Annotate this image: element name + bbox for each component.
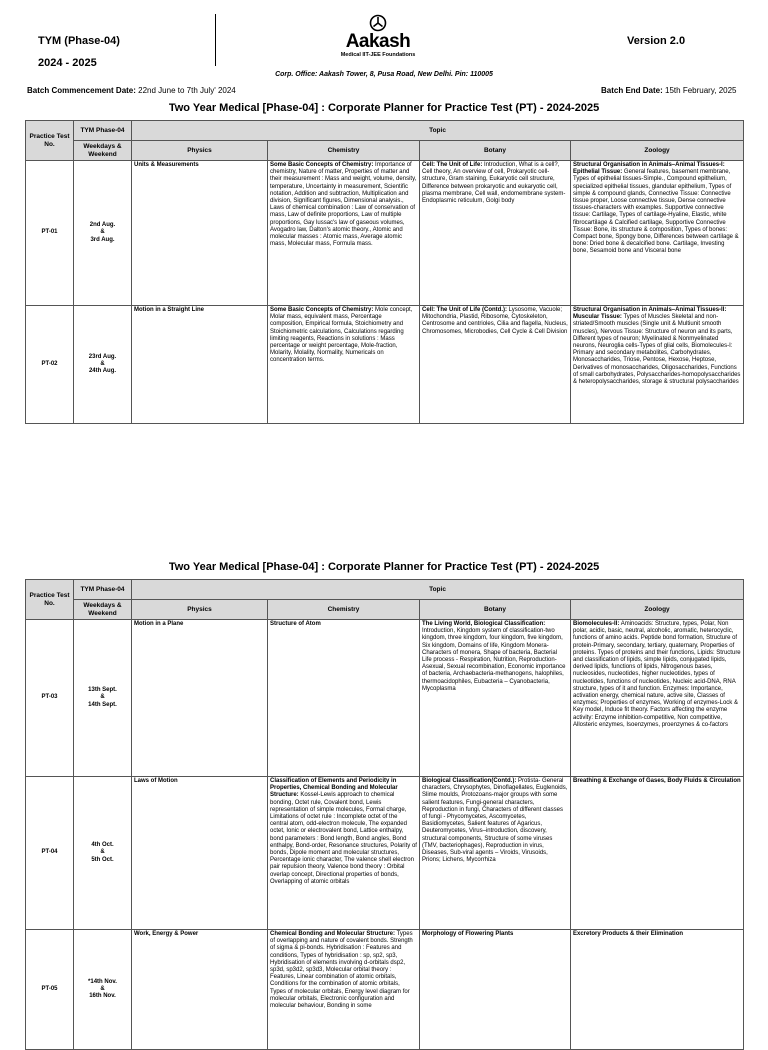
col-botany: Botany (420, 600, 571, 620)
batch-start-label: Batch Commencement Date: (27, 86, 136, 95)
zoology-topic: Excretory Products & their Elimination (571, 930, 744, 1050)
table-title-1: Two Year Medical [Phase-04] : Corporate Planner for Practice Test (PT) - 2024-2025 (168, 102, 600, 114)
version-label: Version 2.0 (627, 35, 686, 47)
pt-dates: 13th Sept. & 14th Sept. (74, 620, 132, 777)
col-zoology: Zoology (571, 141, 744, 161)
zoology-topic: Structural Organisation in Animals–Animal Tissues-II: Muscular Tissue: Types of Muscles Skeletal and non-striated/Smooth muscles (Single unit & Multiunit smooth muscles), Nervous Tissue: Structure of neuron and its parts, Different types of neuron; Myelinated & Nonmyelinated neurons, Neuroglia cells-Types of glial cells, Biomolecules-I: Primary and secondary metabolites, Carbohydrates, Monosaccharides, Triose, Pentose, Hexose, Heptose, Derivatives of monosaccharides, Oligosaccharides, Functions of small carbohydrates, Polysaccharides-homopolysaccharides & heteropolysaccharides, storage & structural polysaccharides (571, 306, 744, 424)
pt-dates: 4th Oct. & 5th Oct. (74, 777, 132, 930)
physics-topic: Motion in a Straight Line (132, 306, 268, 424)
batch-end-value: 15th February, 2025 (665, 86, 737, 95)
physics-topic: Laws of Motion (132, 777, 268, 930)
col-practice-test: Practice Test No. (26, 121, 74, 161)
zoology-topic: Biomolecules-II: Aminoacids: Structure, types, Polar, Non polar, acidic, basic, neutral, alcoholic, aromatic, heterocyclic, functions of amino acids. Peptide bond formation, Structure of protein-Primary, secondary, tertiary, quaternary, Properties of proteins. Types of proteins and their functions, Lipids: Structure and classification of lipids, simple lipids, conjugated lipids, derived lipids, functions of lipids, Nitrogenous bases, nucleosides, nucleotides, higher nucleotides, types of nucleotides, functions of nucleotides, Nucleic acid-DNA, RNA structure, types of it and function. Enzymes: Importance, activation energy, chemical nature, active site, Classes of enzymes; Properties of enzymes, Working of enzymes-Lock & Key model, Induce fit theory. Factors affecting the enzyme activity: Enzyme inhibition-competitive, Non competitive, Allosteric enzymes, Isoenzymes, proenzymes & co-factors (571, 620, 744, 777)
program-name: TYM (Phase-04) (38, 35, 120, 47)
botany-topic: Cell: The Unit of Life: Introduction, What is a cell?, Cell theory, An overview of cell, Prokaryotic cell-structure, Gram staining, Eukaryotic cell structure, Difference between prokaryotic and eukaryotic cell, plasma membrane, Cell wall, endomembrane system-Endoplasmic reticulum, Golgi body (420, 161, 571, 306)
zoology-topic: Breathing & Exchange of Gases, Body Fluids & Circulation (571, 777, 744, 930)
chemistry-topic: Some Basic Concepts of Chemistry: Mole concept, Molar mass, equivalent mass, Percentage composition, Empirical formula, Stoichiometry and Stoichiometric calculations, Calculations regarding limiting reagents, Reactions in solutions : Mass percentage or weight percentage, Mole-fraction, Molarity, Molality, Normality, Numericals on concentration terms. (268, 306, 420, 424)
logo-tagline: Medical IIT-JEE Foundations (340, 52, 416, 58)
table-row (26, 777, 744, 930)
table-row (26, 161, 744, 306)
col-topic: Topic (132, 121, 744, 141)
chemistry-topic: Classification of Elements and Periodicity in Properties, Chemical Bonding and Molecular Structure: Kossel-Lewis approach to chemical bonding, Octet rule, Covalent bond, Lewis representation of simple molecules, Formal charge, Limitations of octet rule : Incomplete octet of the central atom, odd-electron molecule, The expanded octet, Ionic or electrovalent bond, Lattice enthalpy, bond parameters : Bond length, Bond angles, Bond enthalpy, Bond-order, Resonance structures, Polarity of bonds, Dipole moment and molecular structures, Percentage ionic character, The valence shell electron pair repulsion theory, Valence bond theory : Orbital overlap concept, Directional properties of bonds, Overlapping of atomic orbitals (268, 777, 420, 930)
pt-number: PT-01 (26, 161, 74, 306)
zoology-topic: Structural Organisation in Animals–Animal Tissues-I: Epithelial Tissue: General features, basement membrane, Types of epithelial tissues-Simple., Compound epithelium, specialized epithelial tissues, glandular epithelium, Types of simple & compound glands, Connective Tissue: Connective tissue proper, Loose connective tissue, Dense connective tissues-characters with examples. Supportive connective tissue: Cartilage, Types of cartilage-Hyaline, Elastic, white fibrocartilage & Calcified cartilage, Supportive Connective Tissue: Bone, its structure & composition, Types of bones: Compact bone, Spongy bone, Differences between cartilage & bone: Dried bone & decalcified bone. Cartilage, Investing bone, Sesamoid bone and Visceral bone (571, 161, 744, 306)
col-botany: Botany (420, 141, 571, 161)
pt-number: PT-04 (26, 777, 74, 930)
batch-start (27, 86, 236, 95)
col-zoology: Zoology (571, 600, 744, 620)
physics-topic: Work, Energy & Power (132, 930, 268, 1050)
planner-table-2 (25, 579, 744, 1050)
botany-topic: Cell: The Unit of Life (Contd.): Lysosome, Vacuole; Mitochondria, Plastid, Ribosome, Cytoskeleton, Centrosome and centrioles, Cilia and flagella, Nucleus, Chromosomes, Microbodies, Cell Cycle & Cell Division (420, 306, 571, 424)
table-row (26, 306, 744, 424)
table-row (26, 620, 744, 777)
col-physics: Physics (132, 600, 268, 620)
table-title-2: Two Year Medical [Phase-04] : Corporate Planner for Practice Test (PT) - 2024-2025 (168, 561, 600, 573)
batch-end (601, 86, 736, 95)
session-year: 2024 - 2025 (38, 57, 97, 69)
botany-topic: The Living World, Biological Classification: Introduction, Kingdom system of classification-two kingdom, three kingdom, four kingdom, five kingdom, Six kingdom, Domains of life, Kingdom Monera- Characters of monera, Shape of bacteria, Bacterial Life process - Respiration, Nutrition, Reproduction- Asexual, Sexual recombination, Economic importance of bacteria, Archaebacteria-methanogens, halophiles, thermoacidophiles, Eubacteria – Cyanobacteria, Mycoplasma (420, 620, 571, 777)
table-row (26, 930, 744, 1050)
col-days: Weekdays & Weekend (74, 600, 132, 620)
botany-topic: Morphology of Flowering Plants (420, 930, 571, 1050)
header-divider (215, 14, 216, 66)
col-tym: TYM Phase-04 (74, 121, 132, 141)
pt-dates: *14th Nov. & 16th Nov. (74, 930, 132, 1050)
physics-topic: Units & Measurements (132, 161, 268, 306)
col-chemistry: Chemistry (268, 141, 420, 161)
col-days: Weekdays & Weekend (74, 141, 132, 161)
pt-number: PT-02 (26, 306, 74, 424)
corp-office-address: Corp. Office: Aakash Tower, 8, Pusa Road, New Delhi. Pin: 110005 (275, 71, 493, 78)
planner-table-1 (25, 120, 744, 424)
col-topic: Topic (132, 580, 744, 600)
pt-number: PT-03 (26, 620, 74, 777)
col-tym: TYM Phase-04 (74, 580, 132, 600)
chemistry-topic: Chemical Bonding and Molecular Structure: Types of overlapping and nature of covalent bonds. Strength of sigma & pi-bonds. Hybridisation : Features and conditions, Types of hybridisation : sp, sp2, sp3, Hybridisation of elements involving d-orbitals dsp2, sp3d, sp3d2, sp3d3, Molecular orbital theory : Features, Linear combination of atomic orbitals, Conditions for the combination of atomic orbitals, Types of molecular orbitals, Energy level diagram for molecular orbitals, Electronic configuration and molecular behaviour, Bonding in some (268, 930, 420, 1050)
logo-brand: Aakash (345, 31, 411, 52)
aakash-logo (318, 14, 438, 59)
chemistry-topic: Structure of Atom (268, 620, 420, 777)
botany-topic: Biological Classification(Contd.): Protista- General characters, Chrysophytes, Dinoflagellates, Euglenoids, Slime moulds, Protozoans-major groups with some salient features, Fungi-general characters, Reproduction in fungi, Characters of different classes of fungi - Phycomycetes, Ascomycetes, Basidiomycetes, Salient features of Agaricus, Deuteromycetes, Virus–introduction, discovery, structural components, Structure of some viruses (TMV, bacteriophages), Reproduction in virus, Diseases, Sub-viral agents – Viroids, Virusoids, Prions; Lichens, Mycorrhiza (420, 777, 571, 930)
col-physics: Physics (132, 141, 268, 161)
pt-dates: 2nd Aug. & 3rd Aug. (74, 161, 132, 306)
pt-dates: 23rd Aug. & 24th Aug. (74, 306, 132, 424)
physics-topic: Motion in a Plane (132, 620, 268, 777)
col-practice-test: Practice Test No. (26, 580, 74, 620)
aakash-emblem-icon (369, 14, 387, 32)
batch-start-value: 22nd June to 7th July' 2024 (138, 86, 236, 95)
chemistry-topic: Some Basic Concepts of Chemistry: Importance of chemistry, Nature of matter, Properties of matter and their measurement : Mass and weight, volume, density, temperature, Uncertainty in measurement, Scientific notation, Addition and subtraction, Multiplication and division, Significant figures, Dimensional analysis., Laws of chemical combination : Law of conservation of mass, Law of definite proportions, Law of multiple proportions, Gay lussac's law of gaseous volumes, Avogadro law, Dalton's atomic theory., Atomic and molecular masses : Atomic mass, Average atomic mass, Molecular mass, Formula mass. (268, 161, 420, 306)
pt-number: PT-05 (26, 930, 74, 1050)
batch-end-label: Batch End Date: (601, 86, 663, 95)
col-chemistry: Chemistry (268, 600, 420, 620)
